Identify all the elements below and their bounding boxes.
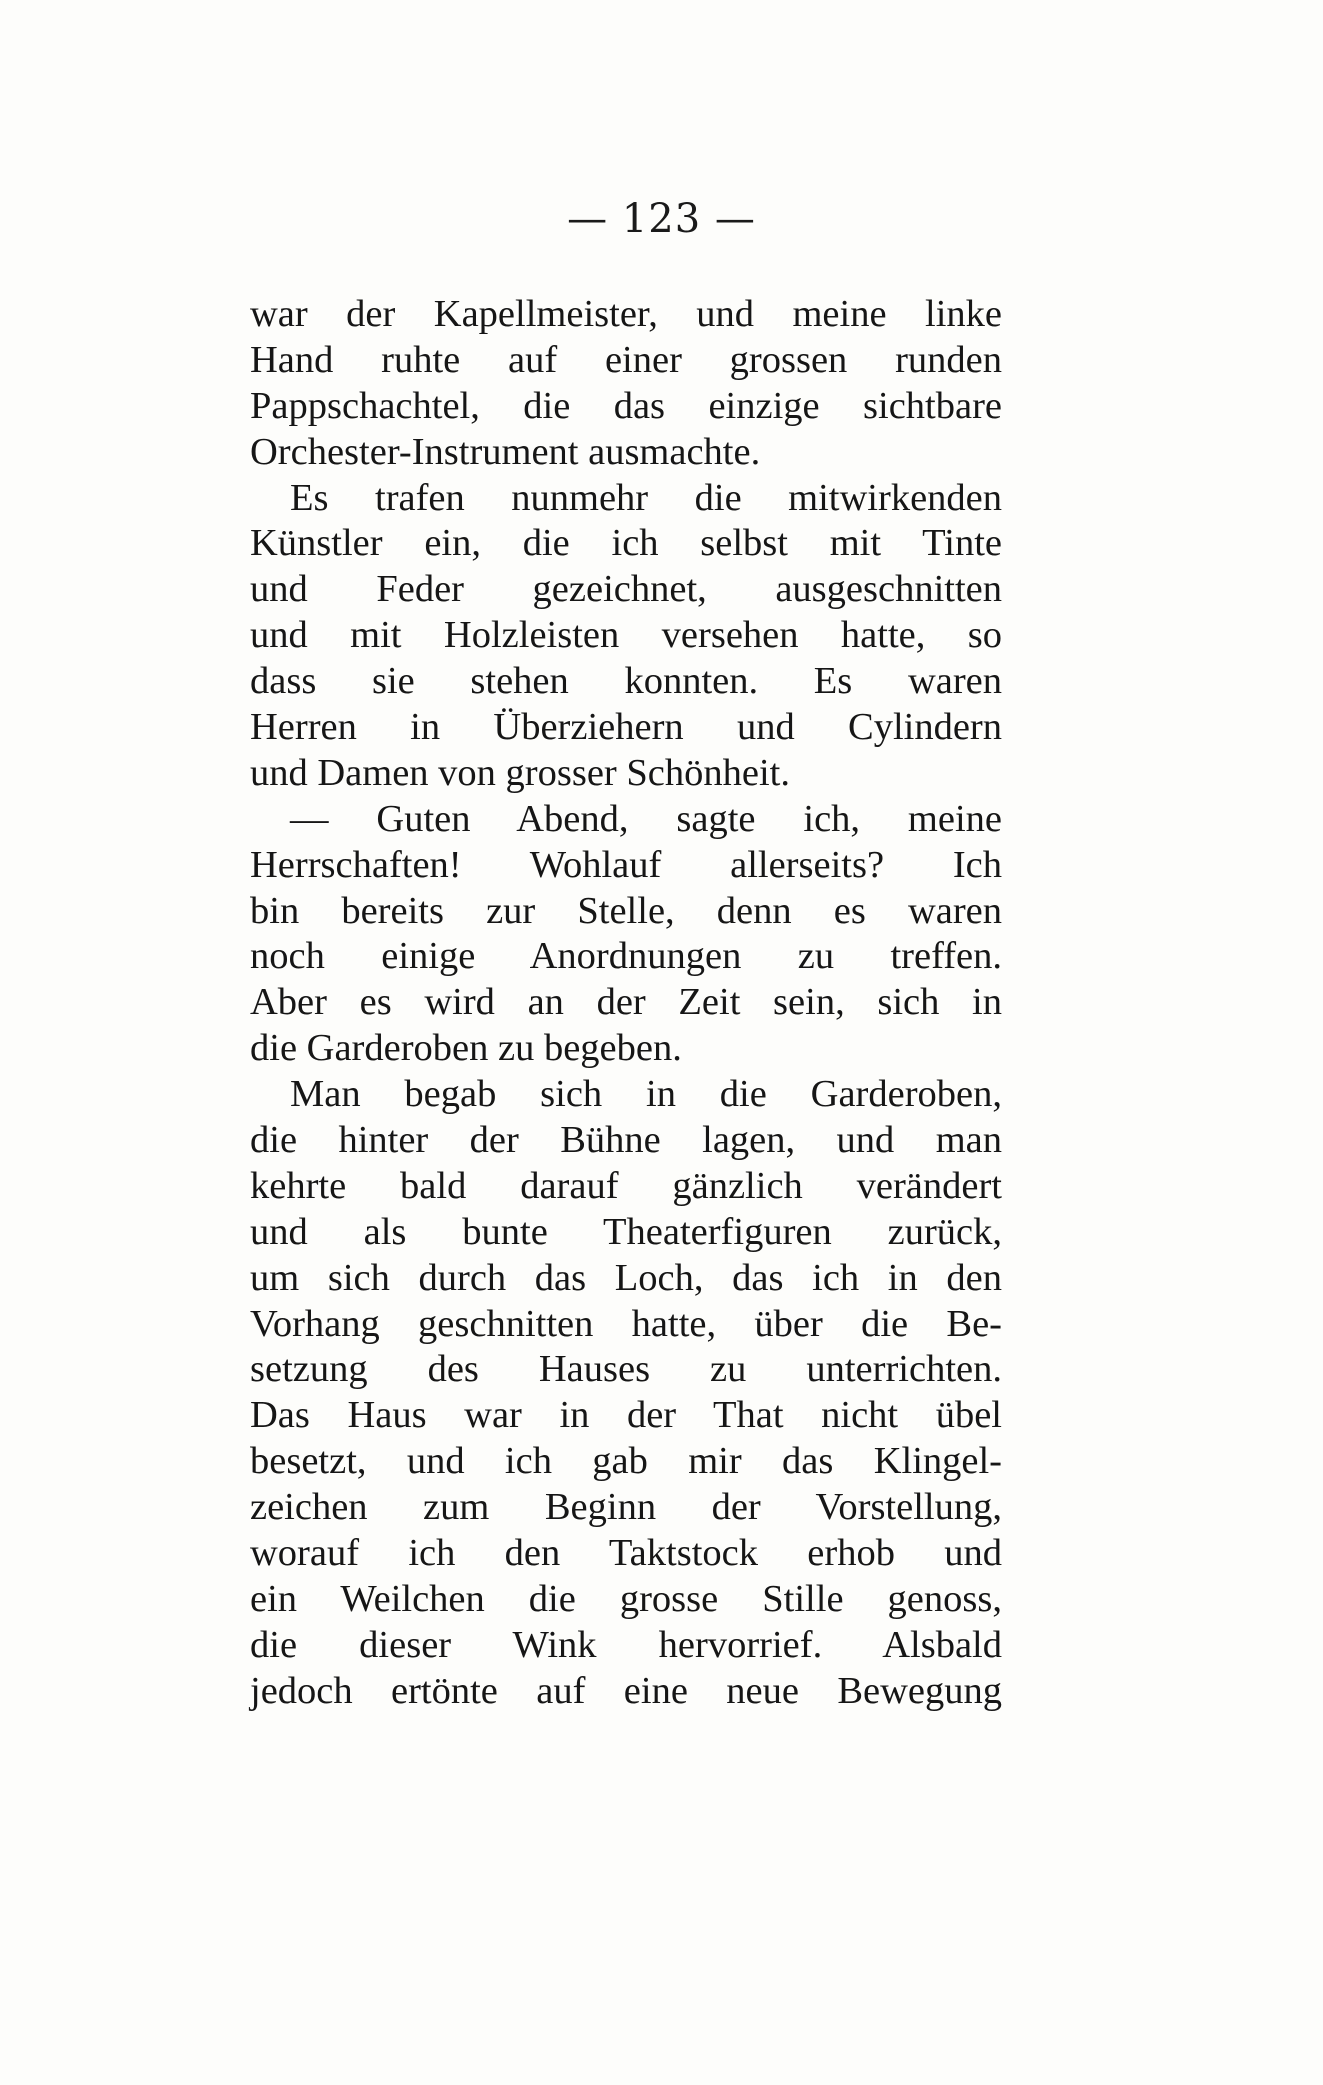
text-line: bin bereits zur Stelle, denn es waren bbox=[250, 889, 1002, 932]
text-line: setzung des Hauses zu unterrichten. bbox=[250, 1348, 1002, 1391]
text-line: — Guten Abend, sagte ich, meine bbox=[290, 797, 1002, 840]
text-line: und mit Holzleisten versehen hatte, so bbox=[250, 614, 1002, 657]
text-line: Pappschachtel, die das einzige sichtbare bbox=[250, 384, 1002, 427]
text-line: Es trafen nunmehr die mitwirkenden bbox=[290, 476, 1002, 519]
text-line: war der Kapellmeister, und meine linke bbox=[250, 293, 1002, 335]
text-line: ein Weilchen die grosse Stille genoss, bbox=[250, 1577, 1002, 1620]
body-text bbox=[250, 292, 1002, 1715]
text-line: noch einige Anordnungen zu treffen. bbox=[250, 935, 1002, 978]
text-line: zeichen zum Beginn der Vorstellung, bbox=[250, 1486, 1002, 1529]
text-line: Herrschaften! Wohlauf allerseits? Ich bbox=[250, 843, 1002, 886]
page-number: — 123 — bbox=[567, 196, 756, 242]
text-line: jedoch ertönte auf eine neue Bewegung bbox=[250, 1669, 1002, 1712]
text-line: Aber es wird an der Zeit sein, sich in bbox=[250, 981, 1002, 1024]
text-line: dass sie stehen konnten. Es waren bbox=[250, 660, 1002, 703]
text-line: Herren in Überziehern und Cylindern bbox=[250, 706, 1002, 749]
text-line: kehrte bald darauf gänzlich verändert bbox=[250, 1164, 1002, 1207]
text-line: und als bunte Theaterfiguren zurück, bbox=[250, 1210, 1002, 1253]
text-line: Man begab sich in die Garderoben, bbox=[290, 1073, 1002, 1116]
text-line: Orchester-Instrument ausmachte. bbox=[250, 430, 761, 473]
text-line: und Damen von grosser Schönheit. bbox=[250, 751, 790, 794]
text-line: die hinter der Bühne lagen, und man bbox=[250, 1119, 1002, 1162]
text-line: und Feder gezeichnet, ausgeschnitten bbox=[250, 568, 1002, 611]
text-line: Vorhang geschnitten hatte, über die Be- bbox=[250, 1302, 1002, 1345]
text-line: Hand ruhte auf einer grossen runden bbox=[250, 338, 1002, 381]
text-line: besetzt, und ich gab mir das Klingel- bbox=[250, 1440, 1002, 1483]
text-line: worauf ich den Taktstock erhob und bbox=[250, 1532, 1002, 1575]
text-line: um sich durch das Loch, das ich in den bbox=[250, 1256, 1002, 1299]
text-line: die Garderoben zu begeben. bbox=[250, 1027, 682, 1070]
text-line: Künstler ein, die ich selbst mit Tinte bbox=[250, 522, 1002, 565]
text-line: die dieser Wink hervorrief. Alsbald bbox=[250, 1623, 1002, 1666]
text-line: Das Haus war in der That nicht übel bbox=[250, 1394, 1002, 1437]
